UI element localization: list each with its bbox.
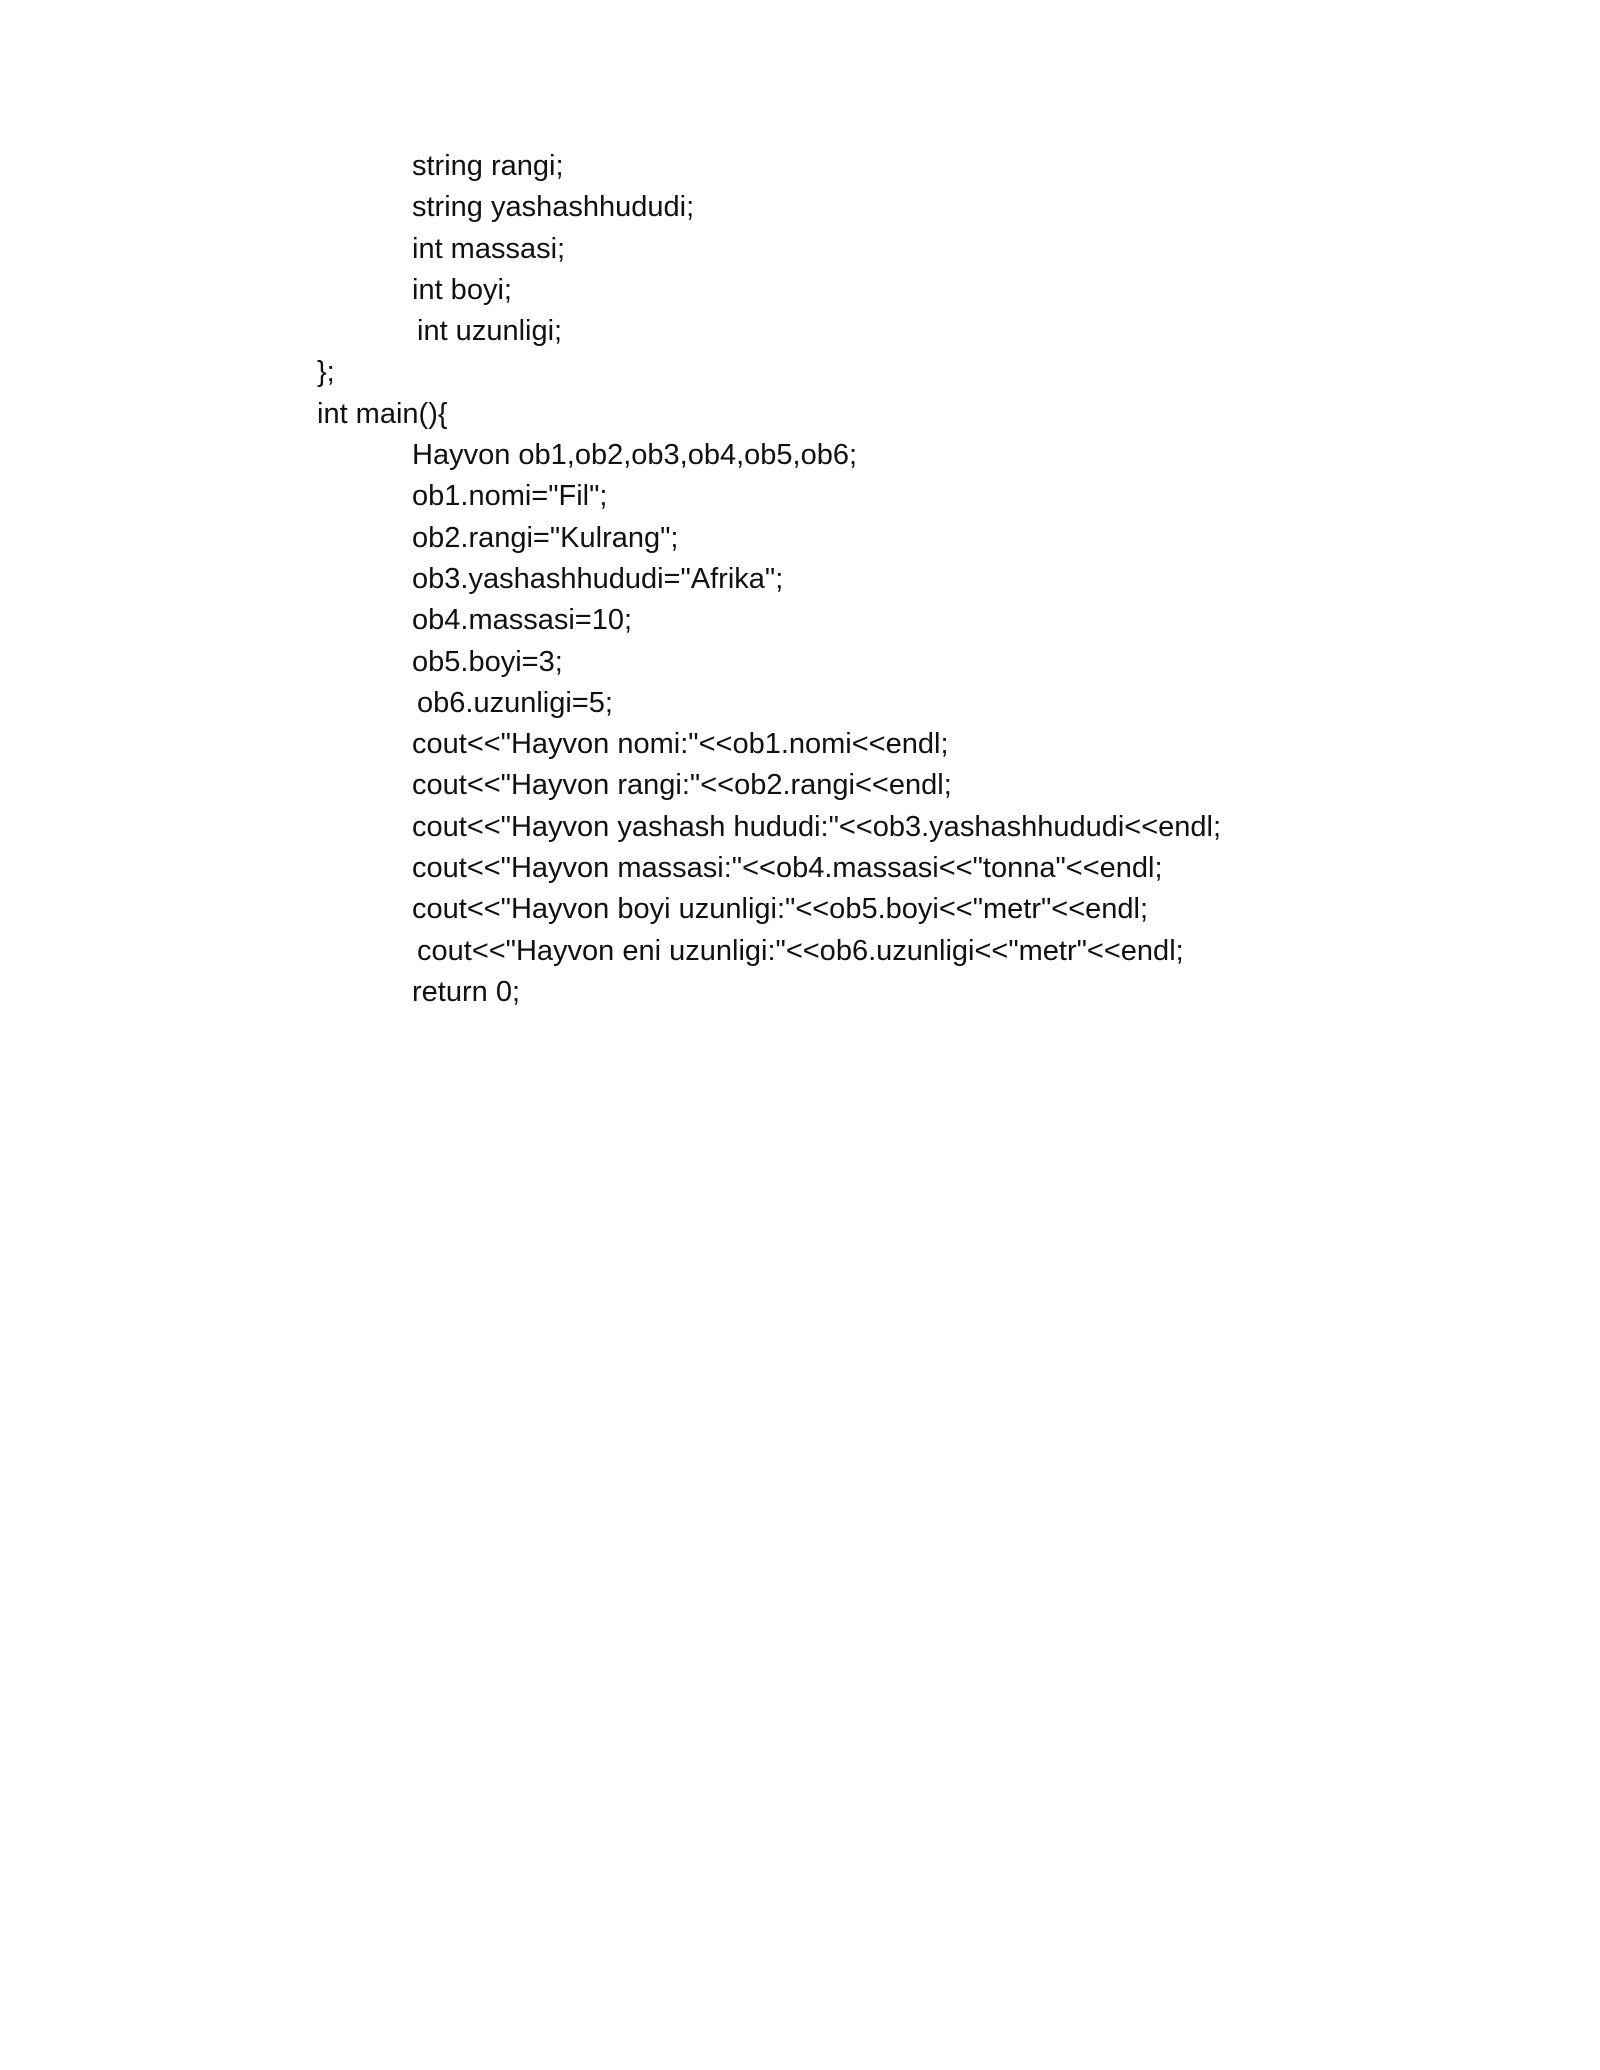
code-line: ob4.massasi=10;	[412, 604, 633, 637]
code-line: string yashashhududi;	[412, 191, 695, 224]
code-line: ob1.nomi="Fil";	[412, 480, 608, 513]
code-line: cout<<"Hayvon yashash hududi:"<<ob3.yashashhududi<<endl;	[412, 810, 1222, 843]
code-line: ob2.rangi="Kulrang";	[412, 521, 679, 554]
code-line: cout<<"Hayvon massasi:"<<ob4.massasi<<"tonna"<<endl;	[412, 852, 1163, 885]
code-listing	[317, 146, 1221, 1013]
code-line: Hayvon ob1,ob2,ob3,ob4,ob5,ob6;	[412, 439, 858, 472]
code-line: cout<<"Hayvon boyi uzunligi:"<<ob5.boyi<<"metr"<<endl;	[412, 893, 1149, 926]
code-line: cout<<"Hayvon nomi:"<<ob1.nomi<<endl;	[412, 728, 949, 761]
code-line: ob5.boyi=3;	[412, 645, 563, 678]
code-line: return 0;	[412, 975, 520, 1008]
code-line: int massasi;	[412, 232, 566, 265]
code-line: ob3.yashashhududi="Afrika";	[412, 562, 784, 595]
code-line: cout<<"Hayvon eni uzunligi:"<<ob6.uzunligi<<"metr"<<endl;	[417, 934, 1184, 967]
code-line: int uzunligi;	[417, 315, 563, 348]
code-line: cout<<"Hayvon rangi:"<<ob2.rangi<<endl;	[412, 769, 952, 802]
code-line: };	[317, 356, 335, 389]
code-line: int boyi;	[412, 273, 512, 306]
code-line: int main(){	[317, 397, 448, 430]
code-line: ob6.uzunligi=5;	[417, 686, 613, 719]
code-line: string rangi;	[412, 150, 564, 182]
